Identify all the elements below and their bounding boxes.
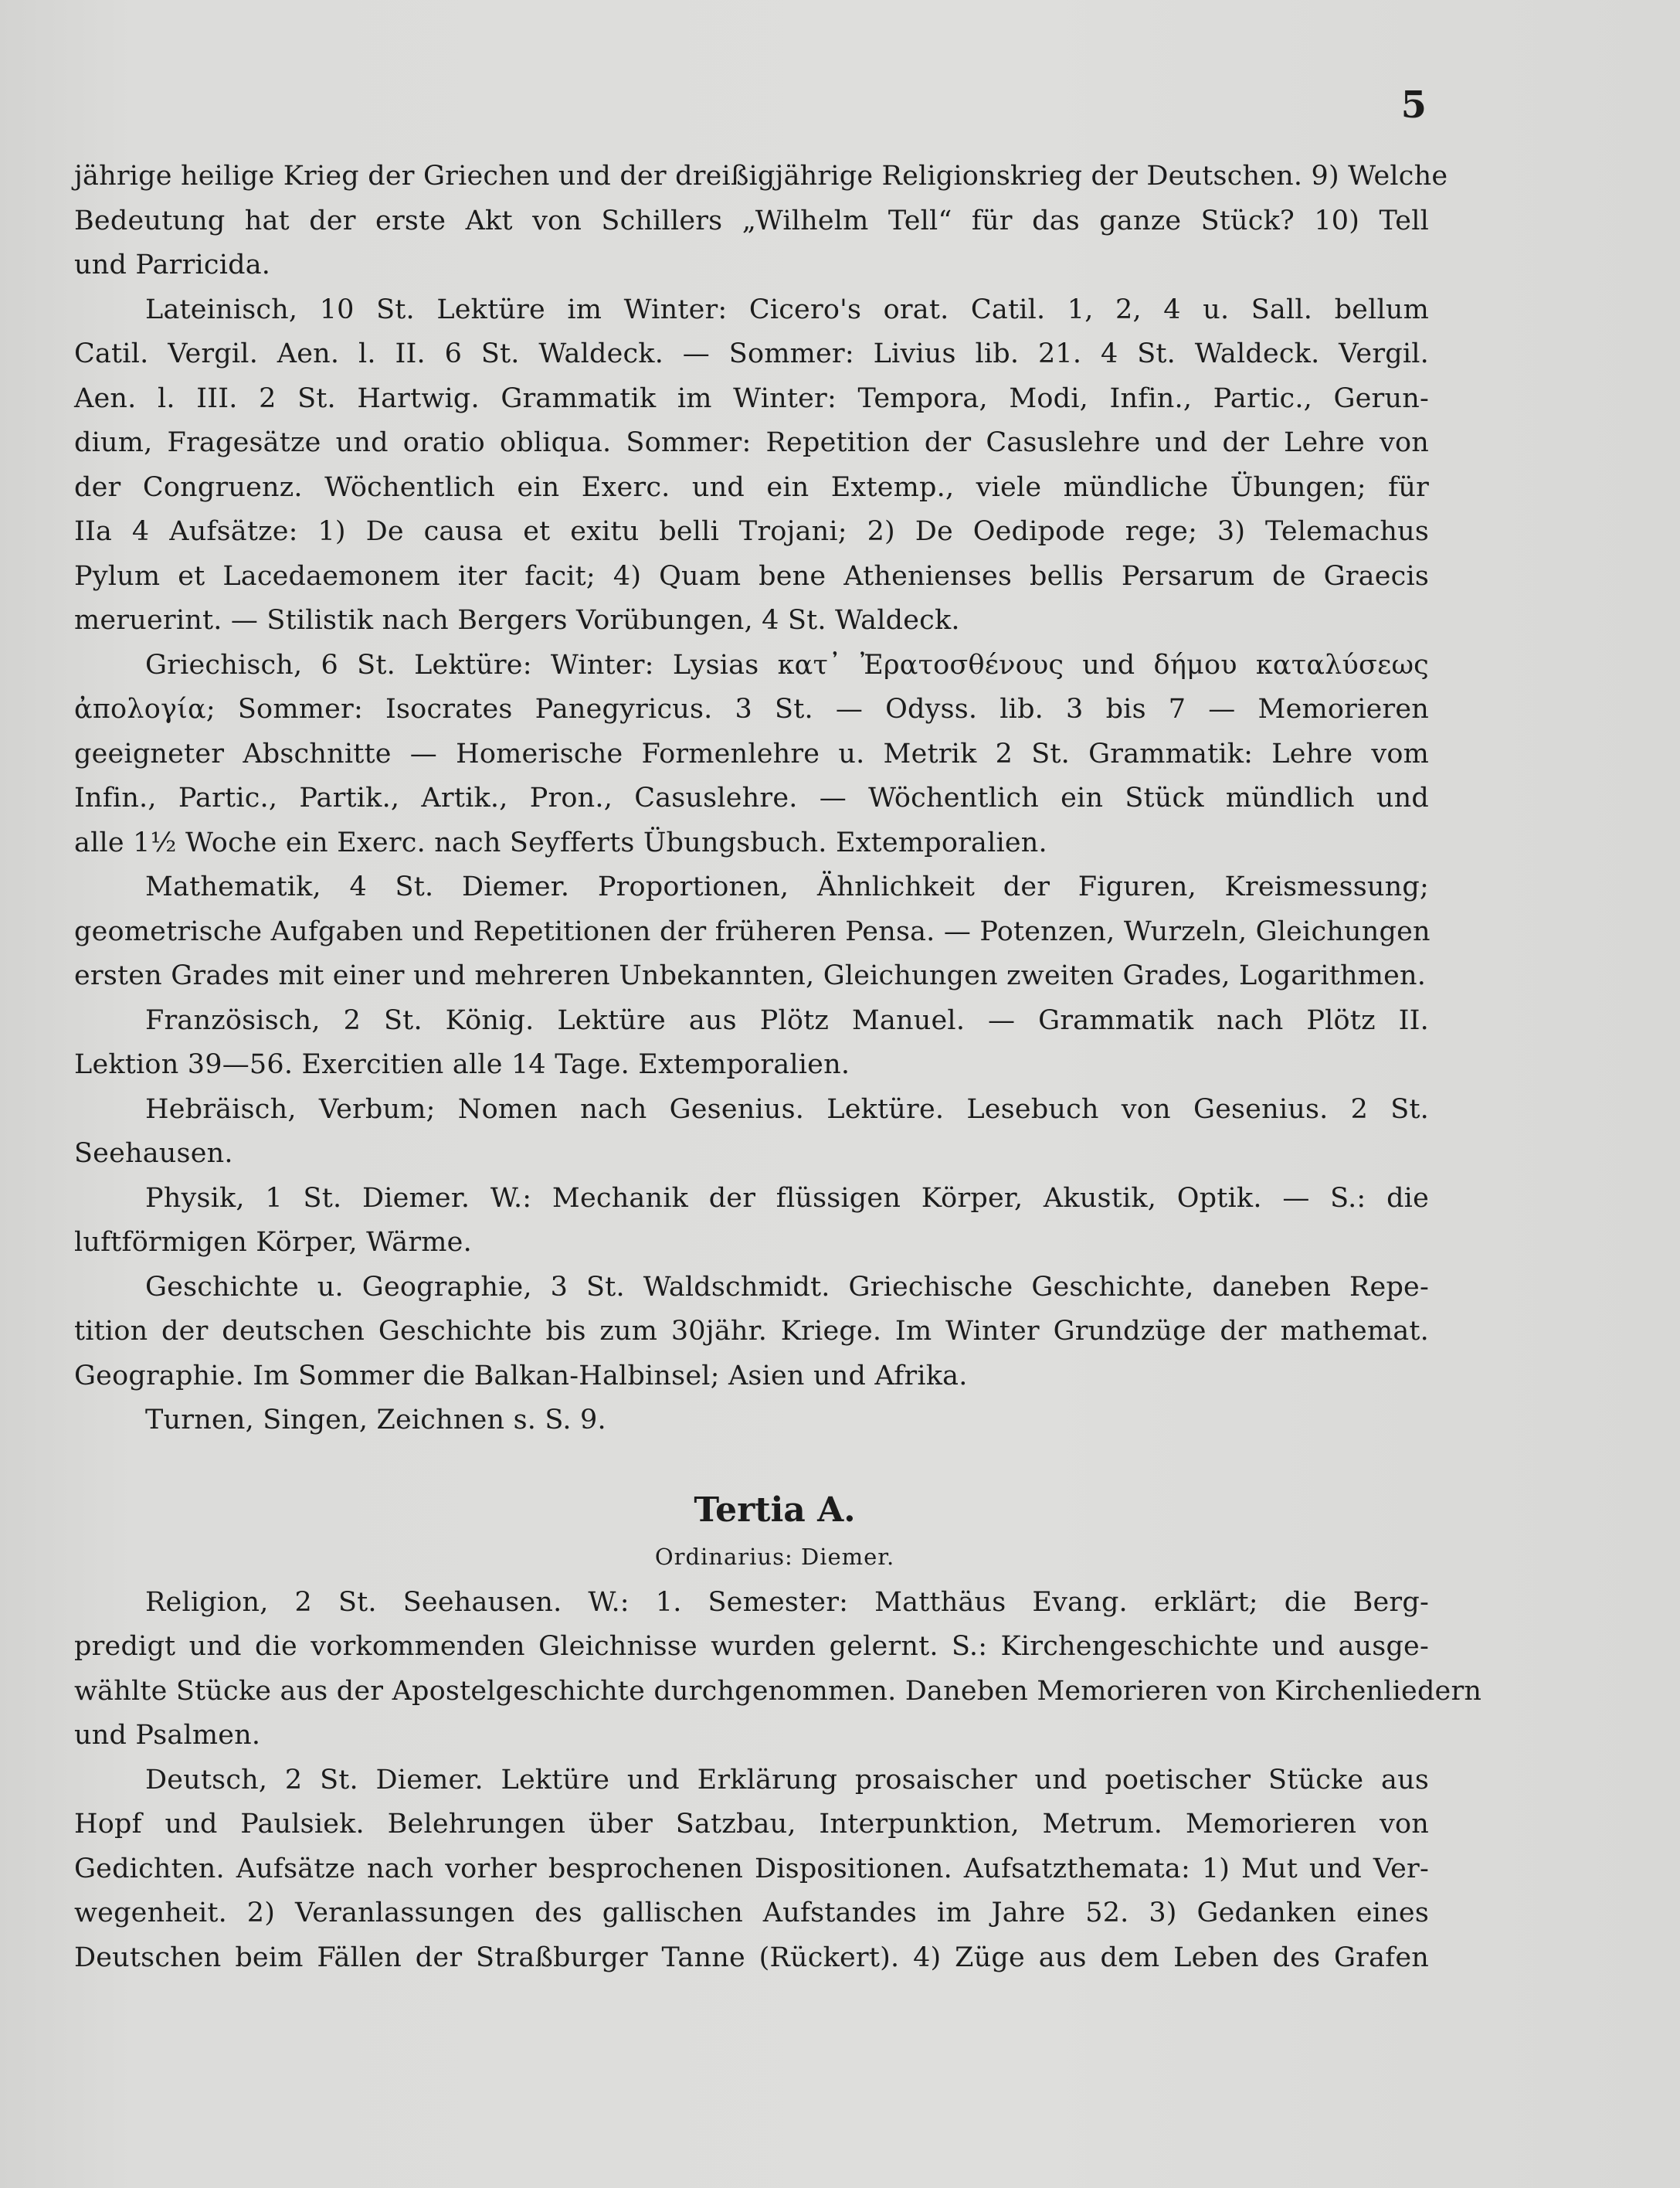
body-text xyxy=(74,155,1482,1980)
paragraph-german: Deutsch, 2 St. Diemer. Lektüre und Erklärung prosaischer und poetischer Stücke aus xyxy=(145,1764,1429,1796)
text-line: Gedichten. Aufsätze nach vorher besprochenen Dispositionen. Aufsatzthemata: 1) Mut und Ver- xyxy=(74,1853,1429,1884)
text-line: dium, Fragesätze und oratio obliqua. Sommer: Repetition der Casuslehre und der Lehre von xyxy=(74,427,1429,458)
text-line: tition der deutschen Geschichte bis zum 30jähr. Kriege. Im Winter Grundzüge der mathemat. xyxy=(74,1316,1429,1347)
text-line: und Psalmen. xyxy=(74,1720,261,1751)
text-line: Seehausen. xyxy=(74,1138,233,1169)
paragraph-latin: Lateinisch, 10 St. Lektüre im Winter: Cicero's orat. Catil. 1, 2, 4 u. Sall. bellum xyxy=(145,294,1429,325)
section-subheading: Ordinarius: Diemer. xyxy=(654,1543,895,1570)
text-line: wählte Stücke aus der Apostelgeschichte durchgenommen. Daneben Memorieren von Kirchenliedern xyxy=(74,1675,1482,1707)
text-line: alle 1½ Woche ein Exerc. nach Seyfferts Übungsbuch. Extemporalien. xyxy=(74,827,1047,858)
text-line: predigt und die vorkommenden Gleichnisse wurden gelernt. S.: Kirchengeschichte und ausge- xyxy=(74,1631,1429,1662)
text-line: Lektion 39—56. Exercitien alle 14 Tage. Extemporalien. xyxy=(74,1049,850,1080)
paragraph-gymnastics: Turnen, Singen, Zeichnen s. S. 9. xyxy=(145,1405,606,1435)
text-line: ἀπολογία; Sommer: Isocrates Panegyricus. 3 St. — Odyss. lib. 3 bis 7 — Memorieren xyxy=(74,694,1429,725)
text-line: ersten Grades mit einer und mehreren Unbekannten, Gleichungen zweiten Grades, Logarithmen. xyxy=(74,960,1427,991)
paragraph-hebrew: Hebräisch, Verbum; Nomen nach Gesenius. Lektüre. Lesebuch von Gesenius. 2 St. xyxy=(145,1093,1429,1125)
paragraph-greek: Griechisch, 6 St. Lektüre: Winter: Lysias κατ᾽ Ἐρατοσθένους und δήμου καταλύσεως xyxy=(145,649,1429,681)
text-line: jährige heilige Krieg der Griechen und der dreißigjährige Religionskrieg der Deutschen. 9) Welche xyxy=(74,161,1448,192)
text-line: Geographie. Im Sommer die Balkan-Halbinsel; Asien und Afrika. xyxy=(74,1360,968,1391)
text-line: wegenheit. 2) Veranlassungen des gallischen Aufstandes im Jahre 52. 3) Gedanken eines xyxy=(74,1898,1429,1928)
text-line: IIa 4 Aufsätze: 1) De causa et exitu belli Trojani; 2) De Oedipode rege; 3) Telemachus xyxy=(74,516,1429,547)
text-line: Hopf und Paulsiek. Belehrungen über Satzbau, Interpunktion, Metrum. Memorieren von xyxy=(74,1809,1429,1840)
text-line: Pylum et Lacedaemonem iter facit; 4) Quam bene Athenienses bellis Persarum de Graecis xyxy=(74,560,1429,592)
text-line: Catil. Vergil. Aen. l. II. 6 St. Waldeck. — Sommer: Livius lib. 21. 4 St. Waldeck. Vergil. xyxy=(74,338,1429,369)
text-line: Bedeutung hat der erste Akt von Schillers „Wilhelm Tell“ für das ganze Stück? 10) Tell xyxy=(74,205,1429,236)
paragraph-mathematics: Mathematik, 4 St. Diemer. Proportionen, Ähnlichkeit der Figuren, Kreismessung; xyxy=(145,871,1429,902)
text-line: luftförmigen Körper, Wärme. xyxy=(74,1227,472,1258)
text-line: geometrische Aufgaben und Repetitionen der früheren Pensa. — Potenzen, Wurzeln, Gleichungen xyxy=(74,916,1431,947)
text-line: und Parricida. xyxy=(74,250,271,280)
text-line: meruerint. — Stilistik nach Bergers Vorübungen, 4 St. Waldeck. xyxy=(74,605,960,636)
paragraph-religion: Religion, 2 St. Seehausen. W.: 1. Semester: Matthäus Evang. erklärt; die Berg- xyxy=(145,1586,1429,1618)
text-line: Infin., Partic., Partik., Artik., Pron., Casuslehre. — Wöchentlich ein Stück mündlich und xyxy=(74,783,1429,814)
text-line: geeigneter Abschnitte — Homerische Formenlehre u. Metrik 2 St. Grammatik: Lehre vom xyxy=(74,738,1429,770)
page-number: 5 xyxy=(1400,83,1427,127)
text-line: der Congruenz. Wöchentlich ein Exerc. und ein Extemp., viele mündliche Übungen; für xyxy=(74,471,1429,503)
paragraph-french: Französisch, 2 St. König. Lektüre aus Plötz Manuel. — Grammatik nach Plötz II. xyxy=(145,1004,1429,1036)
paragraph-physics: Physik, 1 St. Diemer. W.: Mechanik der flüssigen Körper, Akustik, Optik. — S.: die xyxy=(145,1182,1429,1214)
text-line: Aen. l. III. 2 St. Hartwig. Grammatik im Winter: Tempora, Modi, Infin., Partic., Gerun- xyxy=(74,382,1429,414)
section-heading: Tertia A. xyxy=(694,1490,856,1530)
paragraph-history: Geschichte u. Geographie, 3 St. Waldschmidt. Griechische Geschichte, daneben Repe- xyxy=(145,1271,1429,1303)
text-line: Deutschen beim Fällen der Straßburger Tanne (Rückert). 4) Züge aus dem Leben des Grafen xyxy=(74,1942,1429,1973)
